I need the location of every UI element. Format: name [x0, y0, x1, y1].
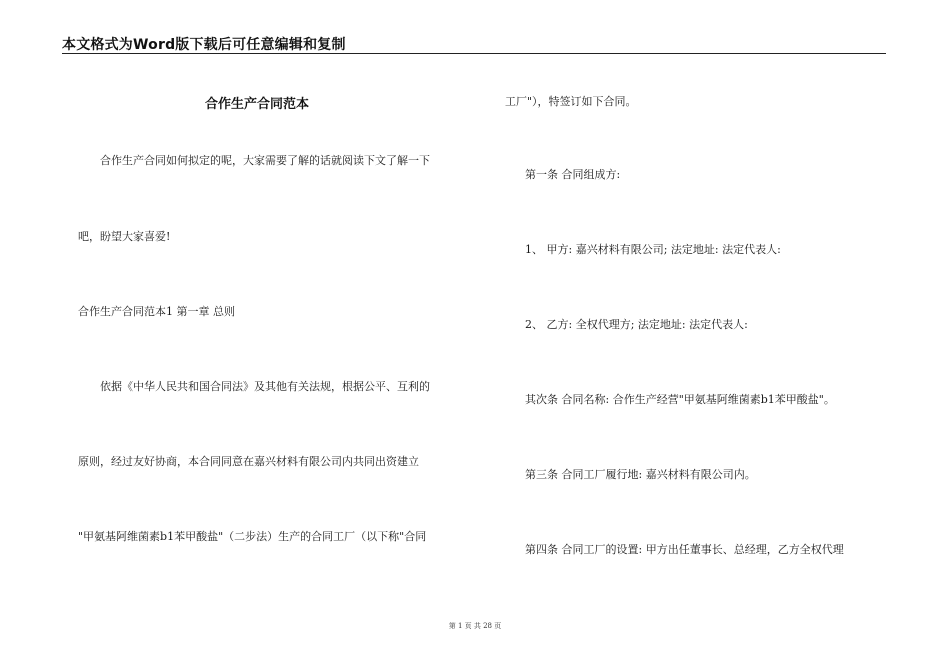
article-line: 其次条 合同名称: 合作生产经营"甲氨基阿维菌素b1苯甲酸盐"。 — [525, 393, 835, 406]
article-line: 第一条 合同组成方: — [525, 168, 621, 181]
header-rule — [62, 53, 886, 54]
paragraph-line: 原则，经过友好协商，本合同同意在嘉兴材料有限公司内共同出资建立 — [78, 455, 419, 468]
paragraph-line: "甲氨基阿维菌素b1苯甲酸盐"（二步法）生产的合同工厂（以下称"合同 — [78, 530, 427, 543]
article-line: 1、 甲方: 嘉兴材料有限公司; 法定地址: 法定代表人: — [525, 243, 781, 256]
paragraph-line: 依据《中华人民共和国合同法》及其他有关法规，根据公平、互利的 — [100, 380, 430, 393]
article-line: 2、 乙方: 全权代理方; 法定地址: 法定代表人: — [525, 318, 748, 331]
section-heading-line: 合作生产合同范本1 第一章 总则 — [78, 305, 235, 318]
article-line: 第三条 合同工厂履行地: 嘉兴材料有限公司内。 — [525, 468, 756, 481]
paragraph-line: 合作生产合同如何拟定的呢，大家需要了解的话就阅读下文了解一下 — [100, 154, 430, 167]
paragraph-line: 工厂"），特签订如下合同。 — [505, 95, 637, 108]
document-banner: 本文格式为Word版下载后可任意编辑和复制 — [62, 37, 346, 53]
document-title: 合作生产合同范本 — [205, 97, 310, 112]
paragraph-line: 吧，盼望大家喜爱! — [78, 230, 171, 243]
page-number: 第 1 页 共 28 页 — [448, 622, 502, 630]
article-line: 第四条 合同工厂的设置: 甲方出任董事长、总经理，乙方全权代理 — [525, 543, 844, 556]
